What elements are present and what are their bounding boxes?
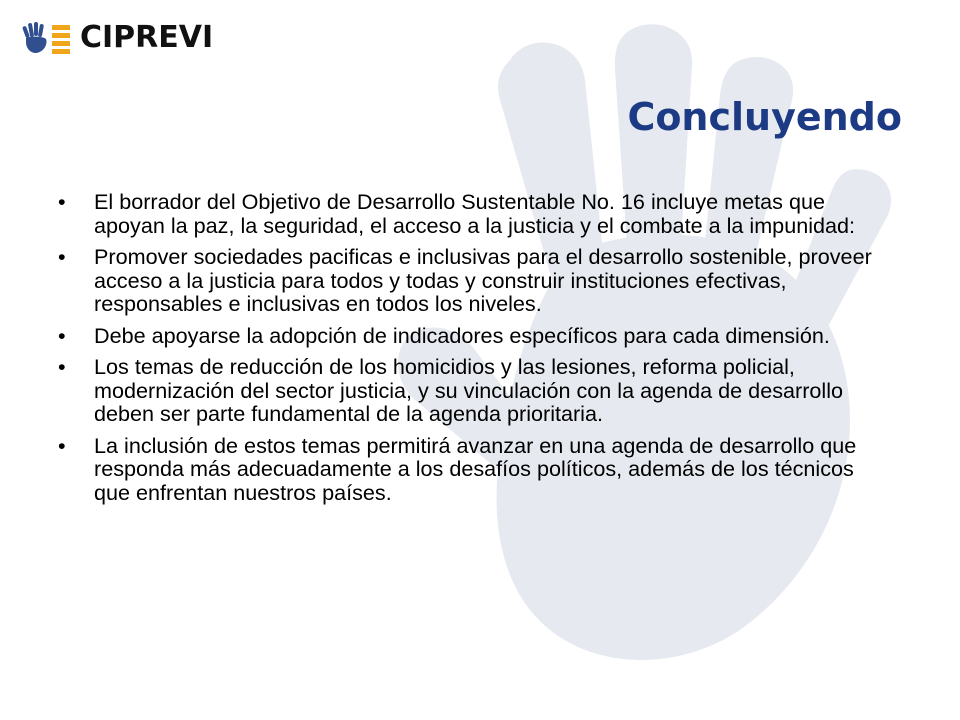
bullet-icon: •	[58, 244, 66, 269]
bullet-icon: •	[58, 189, 66, 214]
hand-logo-icon	[22, 20, 74, 56]
page-title: Concluyendo	[627, 95, 902, 139]
bullet-icon: •	[58, 322, 66, 348]
list-item-text: Los temas de reducción de los homicidios y las lesiones, reforma policial, modernización del sector justicia, y su vinculación con la agenda de desarrollo deben ser parte fundamental de la agenda prioritaria.	[94, 354, 844, 426]
list-item-text: Debe apoyarse la adopción de indicadores específicos para cada dimensión.	[94, 322, 830, 348]
list-item	[58, 355, 878, 426]
bullet-icon: •	[58, 432, 66, 458]
logo-text: CIPREVI	[80, 20, 214, 55]
list-item-text: El borrador del Objetivo de Desarrollo Sustentable No. 16 incluye metas que apoyan la paz, la seguridad, el acceso a la justicia y el combate a la impunidad:	[94, 189, 856, 238]
logo	[10, 6, 213, 66]
list-item	[58, 434, 878, 505]
list-item	[58, 245, 878, 316]
list-item	[58, 190, 878, 237]
bullet-list	[58, 190, 878, 512]
list-item	[58, 324, 878, 348]
list-item-text: La inclusión de estos temas permitirá avanzar en una agenda de desarrollo que responda más adecuadamente a los desafíos políticos, además de los técnicos que enfrentan nuestros países.	[94, 432, 857, 505]
list-item-text: Promover sociedades pacificas e inclusivas para el desarrollo sostenible, proveer acceso a la justicia para todos y todas y construir instituciones efectivas, responsables e inclusivas en todos los niveles.	[94, 244, 872, 316]
bullet-icon: •	[58, 354, 66, 379]
